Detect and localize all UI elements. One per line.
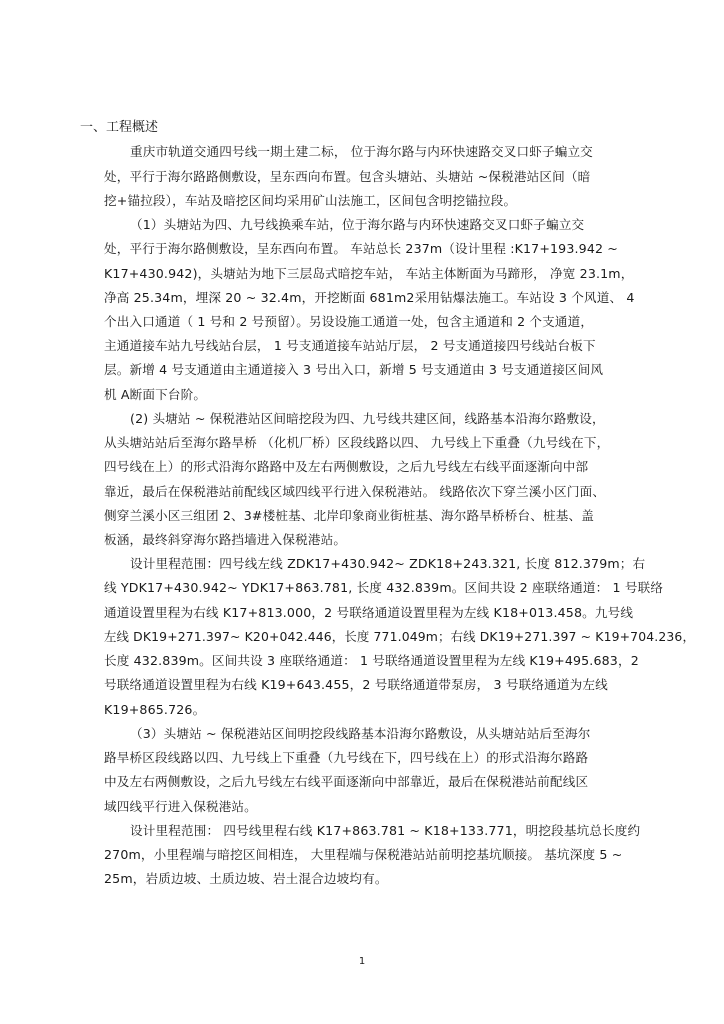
paragraph-line: 25m，岩质边坡、土质边坡、岩土混合边坡均有。 (104, 871, 388, 886)
paragraph-line: K17+430.942)，头塘站为地下三层岛式暗挖车站， 车站主体断面为马蹄形， 净宽 23.1m， (104, 266, 634, 281)
paragraph-line: 机 A断面下台阶。 (104, 387, 207, 402)
paragraph-line: 域四线平行进入保税港站。 (104, 799, 257, 814)
paragraph-line: K19+865.726。 (104, 702, 206, 717)
paragraph-line: 四号线在上）的形式沿海尔路路中及左右两侧敷设，之后九号线左右线平面逐渐向中部 (104, 459, 589, 474)
paragraph-line: 左线 DK19+271.397~ K20+042.446，长度 771.049m；右线 DK19+271.397 ~ K19+704.236， (104, 629, 696, 644)
paragraph-line: 号联络通道设置里程为右线 K19+643.455，2 号联络通道带泵房， 3 号联络通道为左线 (104, 677, 608, 692)
paragraph-line: 设计里程范围：四号线左线 ZDK17+430.942~ ZDK18+243.321, 长度 812.379m；右 (130, 556, 646, 571)
paragraph-line: 通道设置里程为右线 K17+813.000，2 号联络通道设置里程为左线 K18+013.458。九号线 (104, 605, 634, 620)
paragraph-line: (2) 头塘站 ~ 保税港站区间暗挖段为四、九号线共建区间，线路基本沿海尔路敷设， (130, 411, 605, 426)
paragraph-line: 处，平行于海尔路路侧敷设，呈东西向布置。包含头塘站、头塘站 ~保税港站区间（暗 (104, 169, 591, 184)
paragraph-line: 净高 25.34m，埋深 20 ~ 32.4m，开挖断面 681m2采用钻爆法施工。车站设 3 个风道、 4 (104, 290, 635, 305)
paragraph-line: 270m，小里程端与暗挖区间相连， 大里程端与保税港站站前明挖基坑顺接。 基坑深度 5 ~ (104, 847, 623, 862)
paragraph-line: 板涵，最终斜穿海尔路挡墙进入保税港站。 (104, 532, 347, 547)
paragraph-line: 设计里程范围： 四号线里程右线 K17+863.781 ~ K18+133.771，明挖段基坑总长度约 (130, 823, 641, 838)
paragraph-line: 挖+锚拉段），车站及暗挖区间均采用矿山法施工，区间包含明挖锚拉段。 (104, 193, 517, 208)
paragraph-line: 靠近，最后在保税港站前配线区域四线平行进入保税港站。 线路依次下穿兰溪小区门面、 (104, 484, 606, 499)
paragraph-line: 从头塘站站后至海尔路旱桥 （化机厂桥）区段线路以四、 九号线上下重叠（九号线在下， (104, 435, 610, 450)
page-number: 1 (358, 956, 366, 967)
paragraph-line: 层。新增 4 号支通道由主通道接入 3 号出入口，新增 5 号支通道由 3 号支通道接区间风 (104, 362, 604, 377)
paragraph-line: 处，平行于海尔路侧敷设，呈东西向布置。 车站总长 237m（设计里程 :K17+193.942 ~ (104, 241, 619, 256)
paragraph-line: 侧穿兰溪小区三组团 2、3#楼桩基、北岸印象商业街桩基、海尔路旱桥桥台、桩基、盖 (104, 508, 594, 523)
paragraph-line: 主通道接车站九号线站台层， 1 号支通道接车站站厅层， 2 号支通道接四号线站台板下 (104, 338, 596, 353)
paragraph-line: 中及左右两侧敷设，之后九号线左右线平面逐渐向中部靠近，最后在保税港站前配线区 (104, 774, 589, 789)
paragraph-line: （1）头塘站为四、九号线换乘车站，位于海尔路与内环快速路交叉口虾子蝙立交 (130, 217, 585, 232)
paragraph-line: （3）头塘站 ~ 保税港站区间明挖段线路基本沿海尔路敷设，从头塘站站后至海尔 (130, 726, 591, 741)
section-heading: 一、工程概述 (80, 120, 159, 135)
paragraph-line: 路旱桥区段线路以四、九号线上下重叠（九号线在下，四号线在上）的形式沿海尔路路 (104, 750, 589, 765)
paragraph-line: 个出入口通道（ 1 号和 2 号预留）。另设设施工通道一处，包含主通道和 2 个支通道， (104, 314, 594, 329)
paragraph-line: 长度 432.839m。区间共设 3 座联络通道： 1 号联络通道设置里程为左线 K19+495.683，2 (104, 653, 639, 668)
paragraph-line: 重庆市轨道交通四号线一期土建二标， 位于海尔路与内环快速路交叉口虾子蝙立交 (130, 144, 593, 159)
paragraph-line: 线 YDK17+430.942~ YDK17+863.781, 长度 432.839m。区间共设 2 座联络通道： 1 号联络 (104, 580, 664, 595)
